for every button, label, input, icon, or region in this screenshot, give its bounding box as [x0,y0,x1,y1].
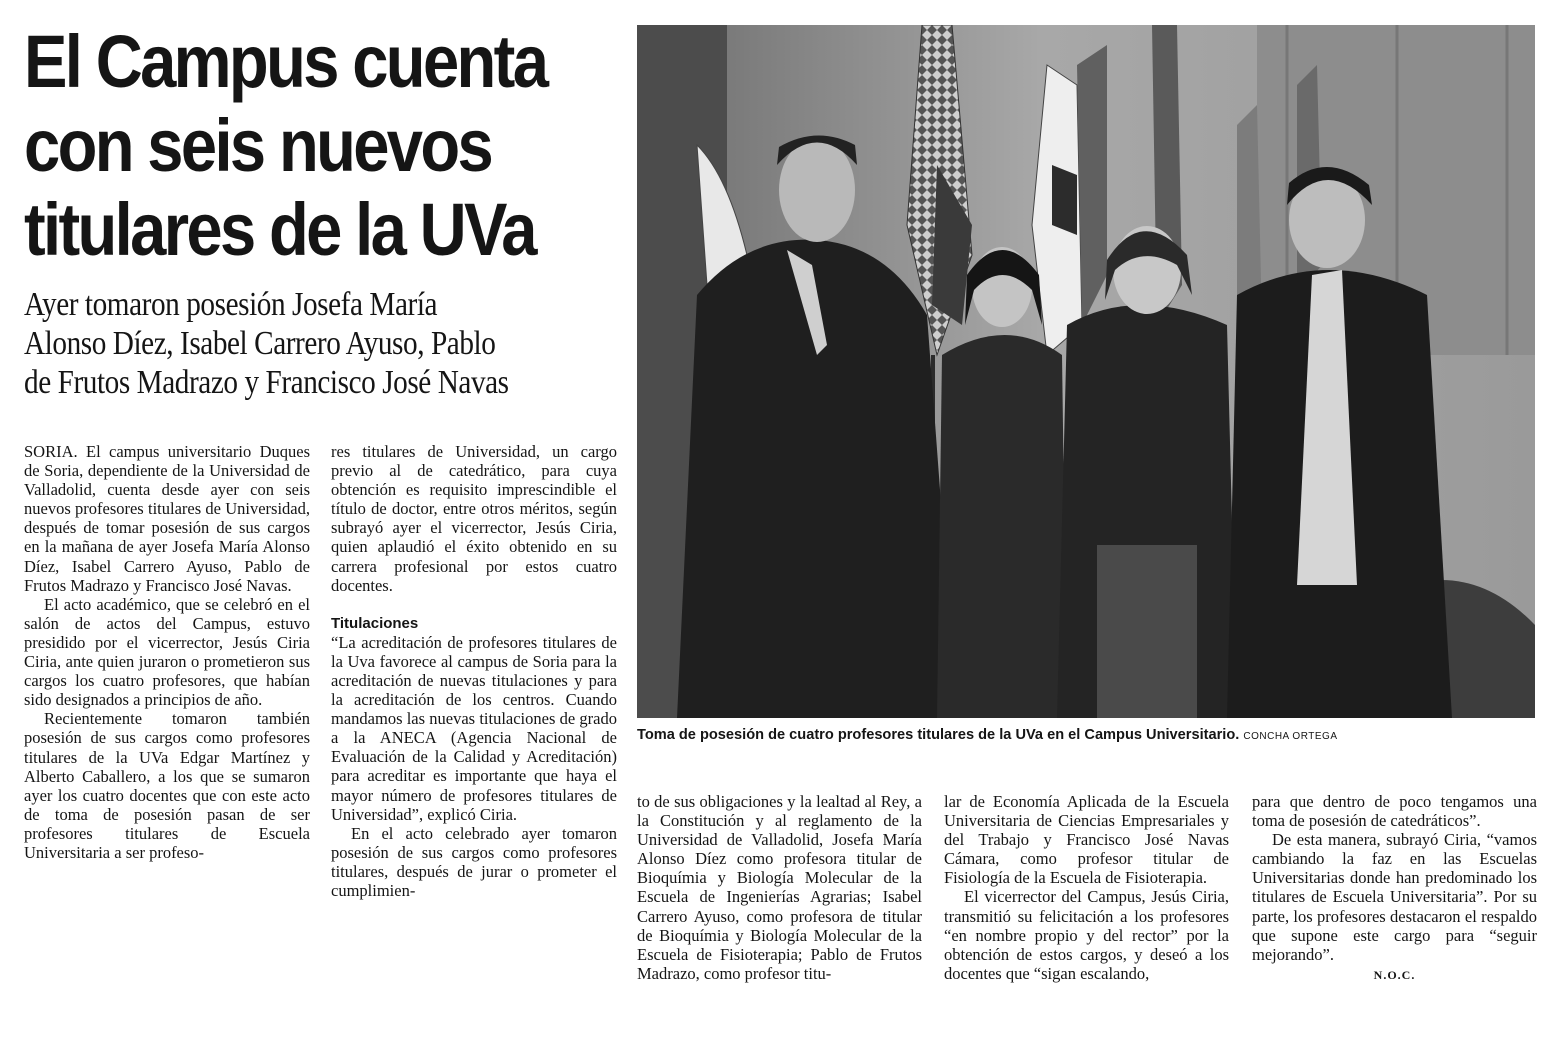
paragraph-closing: De esta manera, subrayó Ciria, “vamos cambiando la faz en las Escuelas Universitarias donde han predominado los titulares de Escuela Universitaria”. Por su parte, los profesores destacaron el respaldo que supone este cargo para “seguir mejorando”. [1252,830,1537,964]
subhead-line-3: de Frutos Madrazo y Francisco José Navas [24,364,509,401]
section-heading-titulaciones: Titulaciones [331,614,419,632]
subhead-line-1: Ayer tomaron posesión Josefa María [24,286,438,323]
body-column-5 [1252,792,1537,985]
body-column-4 [944,792,1229,983]
paragraph-act: El acto académico, que se celebró en el salón de actos del Campus, estuvo presidido por el vicerrector, Jesús Ciria Ciria, ante quien juraron o prometieron sus cargos los cuatro profesores, que habían sido designados a principios de año. [24,594,310,710]
paragraph-congratulations: El vicerrector del Campus, Jesús Ciria, transmitió su felicitación a los profesores “en nombre propio y del rector” por la obtención de estos cargos, y deseó a los docentes que “sigan escalando, [944,887,1229,983]
subhead-line-2: Alonso Díez, Isabel Carrero Ayuso, Pablo [24,325,496,362]
photo-caption [637,727,1537,743]
headline-line-3: titulares de la UVa [24,188,535,271]
news-photo [637,25,1535,718]
body-column-1 [24,442,310,862]
paragraph-quote: “La acreditación de profesores titulares de la Uva favorece al campus de Soria para la acreditación de nuevas titulaciones y para la acreditación de los centros. Cuando mandamos las nuevas titulaciones de grado a la ANECA (Agencia Nacional de Evaluación de la Calidad y Acreditación) para acreditar es importante que haya el mayor número de profesores titulares de Universidad”, explicó Ciria. [331,632,617,824]
paragraph-quote-end: para que dentro de poco tengamos una toma de posesión de catedráticos”. [1252,792,1537,831]
caption-text: Toma de posesión de cuatro profesores titulares de la UVa en el Campus Universitario. [637,727,1240,743]
photo-credit: CONCHA ORTEGA [1243,731,1338,742]
paragraph-positions: lar de Economía Aplicada de la Escuela Universitaria de Ciencias Empresariales y del Trabajo y Francisco José Navas Cámara, como profesor titular de Fisiología de la Escuela de Fisioterapia. [944,792,1229,888]
author-signature: N.O.C. [1373,967,1416,982]
paragraph-intro: SORIA. El campus universitario Duques de Soria, dependiente de la Universidad de Valladolid, cuenta desde ayer con seis nuevos profesores titulares de Universidad, después de tomar posesión de sus cargos en la mañana de ayer Josefa María Alonso Díez, Isabel Carrero Ayuso, Pablo de Frutos Madrazo y Francisco José Navas. [24,442,310,595]
paragraph-oath: to de sus obligaciones y la lealtad al Rey, a la Constitución y al reglamento de la Universidad de Valladolid, Josefa María Alonso Díez como profesora titular de Bioquímia y Biología Molecular de la Escuela de Ingenierías Agrarias; Isabel Carrero Ayuso, como profesora de titular de Bioquímia y Biología Molecular de la Escuela de Fisioterapia; Pablo de Frutos Madrazo, como profesor titu- [637,792,922,983]
paragraph-continuation: res titulares de Universidad, un cargo previo al de catedrático, para cuya obtención es requisito imprescindible el título de doctor, entre otros méritos, según subrayó ayer el vicerrector, Jesús Ciria, quien aplaudió el éxito obtenido en su carrera profesional por estos cuatro docentes. [331,442,617,595]
body-column-3 [637,792,922,983]
headline [24,20,552,272]
body-column-2 [331,442,617,900]
headline-line-1: El Campus cuenta [24,20,547,103]
paragraph-ceremony: En el acto celebrado ayer tomaron posesión de sus cargos como profesores titulares, después de jurar o prometer el cumplimien- [331,823,617,900]
paragraph-recent: Recientemente tomaron también posesión de sus cargos como profesores titulares de la UVa Edgar Martínez y Alberto Caballero, a los que se sumaron ayer los cuatro docentes que con este acto de toma de posesión pasan de ser profesores titulares de Escuela Universitaria a ser profeso- [24,709,310,862]
photo-illustration [637,25,1535,718]
headline-line-2: con seis nuevos [24,104,492,187]
subheadline [24,285,574,402]
